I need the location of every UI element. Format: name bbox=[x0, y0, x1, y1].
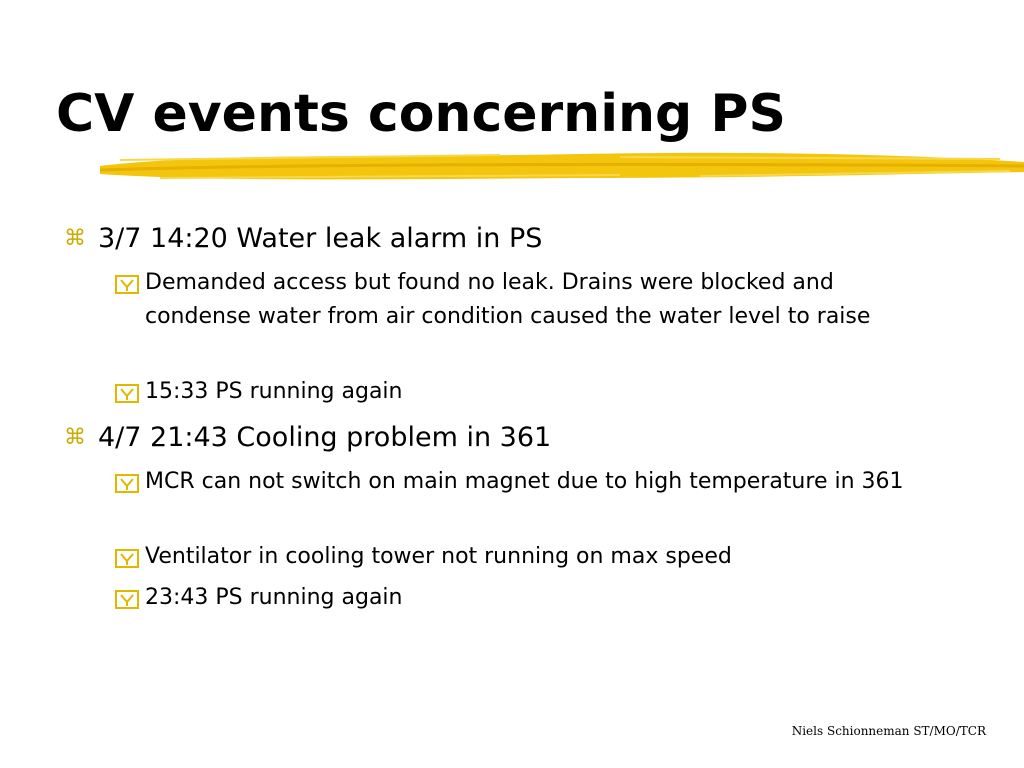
checkbox-bullet-icon bbox=[115, 549, 139, 568]
checkbox-bullet-icon bbox=[115, 474, 139, 493]
bullet-item: 4/7 21:43 Cooling problem in 361 bbox=[98, 422, 552, 453]
command-bullet-icon: ⌘ bbox=[64, 226, 86, 251]
checkbox-bullet-icon bbox=[115, 384, 139, 403]
sub-bullet-item: Demanded access but found no leak. Drains were blocked and condense water from air condition caused the water level to raise bbox=[145, 270, 871, 329]
slide-title: CV events concerning PS bbox=[56, 84, 786, 144]
checkbox-bullet-icon bbox=[115, 275, 139, 294]
sub-bullet-item: 23:43 PS running again bbox=[145, 585, 403, 610]
command-bullet-icon: ⌘ bbox=[64, 425, 86, 450]
bullet-item: 3/7 14:20 Water leak alarm in PS bbox=[98, 223, 543, 254]
slide-footer: Niels Schionneman ST/MO/TCR bbox=[791, 724, 986, 738]
checkbox-bullet-icon bbox=[115, 590, 139, 609]
sub-bullet-item: MCR can not switch on main magnet due to high temperature in 361 bbox=[145, 469, 904, 494]
sub-bullet-item: Ventilator in cooling tower not running on max speed bbox=[145, 544, 732, 569]
sub-bullet-item: 15:33 PS running again bbox=[145, 379, 403, 404]
